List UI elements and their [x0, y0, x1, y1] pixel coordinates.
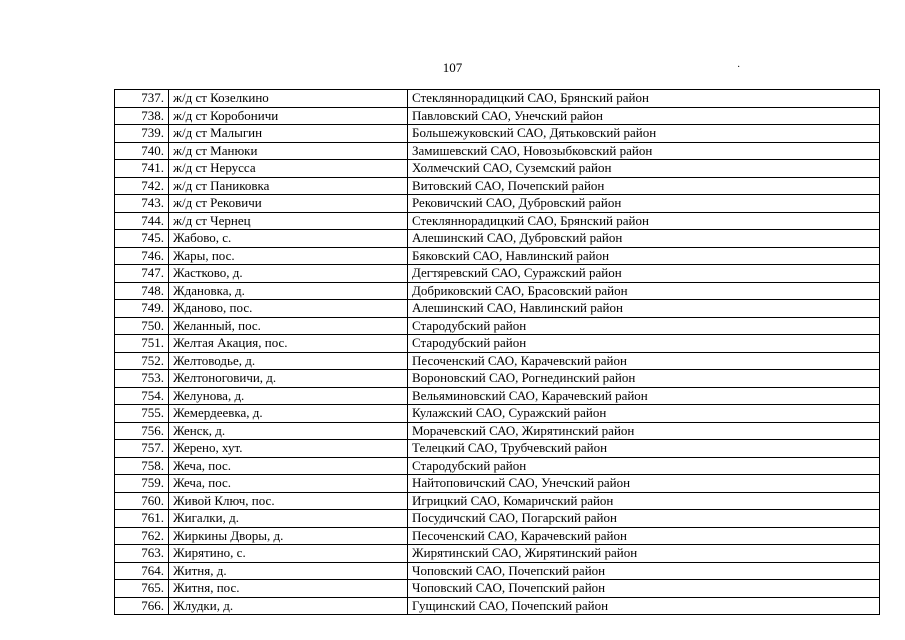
table-row	[115, 510, 880, 528]
settlement-name: Живой Ключ, пос.	[169, 492, 408, 510]
row-number: 764.	[115, 562, 169, 580]
settlement-area: Посудичский САО, Погарский район	[408, 510, 880, 528]
table-body	[115, 90, 880, 615]
row-number: 751.	[115, 335, 169, 353]
row-number: 758.	[115, 457, 169, 475]
row-number: 752.	[115, 352, 169, 370]
settlement-name: Жары, пос.	[169, 247, 408, 265]
settlement-name: Жерено, хут.	[169, 440, 408, 458]
settlement-area: Дегтяревский САО, Суражский район	[408, 265, 880, 283]
settlement-name: Жирятино, с.	[169, 545, 408, 563]
table-row	[115, 352, 880, 370]
settlement-name: Желанный, пос.	[169, 317, 408, 335]
settlement-area: Стародубский район	[408, 457, 880, 475]
settlement-name: ж/д ст Козелкино	[169, 90, 408, 108]
table-row	[115, 475, 880, 493]
settlement-name: ж/д ст Паниковка	[169, 177, 408, 195]
row-number: 754.	[115, 387, 169, 405]
table-row	[115, 457, 880, 475]
row-number: 743.	[115, 195, 169, 213]
table-row	[115, 177, 880, 195]
row-number: 753.	[115, 370, 169, 388]
settlement-area: Холмечский САО, Суземский район	[408, 160, 880, 178]
row-number: 746.	[115, 247, 169, 265]
row-number: 749.	[115, 300, 169, 318]
row-number: 744.	[115, 212, 169, 230]
settlement-area: Найтоповичский САО, Унечский район	[408, 475, 880, 493]
table-row	[115, 230, 880, 248]
settlement-name: Желтая Акация, пос.	[169, 335, 408, 353]
settlement-name: Желтоводье, д.	[169, 352, 408, 370]
row-number: 739.	[115, 125, 169, 143]
settlement-area: Морачевский САО, Жирятинский район	[408, 422, 880, 440]
table-row	[115, 597, 880, 615]
table-row	[115, 90, 880, 108]
settlement-area: Алешинский САО, Навлинский район	[408, 300, 880, 318]
row-number: 750.	[115, 317, 169, 335]
table-row	[115, 247, 880, 265]
row-number: 747.	[115, 265, 169, 283]
settlement-name: Жеча, пос.	[169, 457, 408, 475]
settlement-area: Стекляннорадицкий САО, Брянский район	[408, 90, 880, 108]
table-row	[115, 335, 880, 353]
settlement-area: Вельяминовский САО, Карачевский район	[408, 387, 880, 405]
row-number: 757.	[115, 440, 169, 458]
settlement-name: Жиркины Дворы, д.	[169, 527, 408, 545]
row-number: 742.	[115, 177, 169, 195]
settlement-area: Стекляннорадицкий САО, Брянский район	[408, 212, 880, 230]
row-number: 745.	[115, 230, 169, 248]
settlement-name: ж/д ст Коробоничи	[169, 107, 408, 125]
settlement-name: Жеча, пос.	[169, 475, 408, 493]
settlement-area: Алешинский САО, Дубровский район	[408, 230, 880, 248]
settlement-area: Песоченский САО, Карачевский район	[408, 352, 880, 370]
settlement-area: Песоченский САО, Карачевский район	[408, 527, 880, 545]
settlement-name: Желтоноговичи, д.	[169, 370, 408, 388]
row-number: 738.	[115, 107, 169, 125]
table-row	[115, 492, 880, 510]
row-number: 762.	[115, 527, 169, 545]
settlement-name: Желунова, д.	[169, 387, 408, 405]
settlement-name: ж/д ст Малыгин	[169, 125, 408, 143]
table-row	[115, 317, 880, 335]
table-row	[115, 580, 880, 598]
row-number: 761.	[115, 510, 169, 528]
settlement-name: Жданово, пос.	[169, 300, 408, 318]
row-number: 766.	[115, 597, 169, 615]
table-row	[115, 282, 880, 300]
settlement-area: Замишевский САО, Новозыбковский район	[408, 142, 880, 160]
settlement-area: Чоповский САО, Почепский район	[408, 562, 880, 580]
table-row	[115, 212, 880, 230]
row-number: 748.	[115, 282, 169, 300]
settlement-area: Стародубский район	[408, 335, 880, 353]
table-row	[115, 527, 880, 545]
settlement-area: Павловский САО, Унечский район	[408, 107, 880, 125]
settlement-name: Жастково, д.	[169, 265, 408, 283]
corner-mark: ·	[737, 62, 741, 73]
table-row	[115, 142, 880, 160]
settlement-area: Большежуковский САО, Дятьковский район	[408, 125, 880, 143]
settlement-area: Добриковский САО, Брасовский район	[408, 282, 880, 300]
row-number: 760.	[115, 492, 169, 510]
settlement-name: Житня, пос.	[169, 580, 408, 598]
settlement-area: Бяковский САО, Навлинский район	[408, 247, 880, 265]
settlement-name: ж/д ст Нерусса	[169, 160, 408, 178]
row-number: 763.	[115, 545, 169, 563]
settlement-name: Жемердеевка, д.	[169, 405, 408, 423]
settlement-area: Витовский САО, Почепский район	[408, 177, 880, 195]
settlement-area: Гущинский САО, Почепский район	[408, 597, 880, 615]
settlement-area: Чоповский САО, Почепский район	[408, 580, 880, 598]
table-row	[115, 545, 880, 563]
settlement-name: ж/д ст Чернец	[169, 212, 408, 230]
table-row	[115, 405, 880, 423]
settlement-area: Вороновский САО, Рогнединский район	[408, 370, 880, 388]
settlement-area: Стародубский район	[408, 317, 880, 335]
table-row	[115, 125, 880, 143]
table-row	[115, 195, 880, 213]
row-number: 756.	[115, 422, 169, 440]
settlement-name: ж/д ст Рековичи	[169, 195, 408, 213]
settlement-name: Жлудки, д.	[169, 597, 408, 615]
settlements-table	[114, 89, 880, 615]
table-row	[115, 440, 880, 458]
settlement-name: Женск, д.	[169, 422, 408, 440]
settlement-name: Житня, д.	[169, 562, 408, 580]
table-row	[115, 370, 880, 388]
row-number: 737.	[115, 90, 169, 108]
row-number: 741.	[115, 160, 169, 178]
table-row	[115, 562, 880, 580]
table-row	[115, 387, 880, 405]
row-number: 765.	[115, 580, 169, 598]
table-row	[115, 265, 880, 283]
table-row	[115, 422, 880, 440]
table-row	[115, 107, 880, 125]
settlement-area: Игрицкий САО, Комаричский район	[408, 492, 880, 510]
settlement-name: Жабово, с.	[169, 230, 408, 248]
table-row	[115, 160, 880, 178]
table-row	[115, 300, 880, 318]
row-number: 759.	[115, 475, 169, 493]
page-number: 107	[442, 60, 463, 75]
settlement-area: Кулажский САО, Суражский район	[408, 405, 880, 423]
row-number: 755.	[115, 405, 169, 423]
row-number: 740.	[115, 142, 169, 160]
settlement-area: Телецкий САО, Трубчевский район	[408, 440, 880, 458]
settlement-name: Жигалки, д.	[169, 510, 408, 528]
settlement-name: ж/д ст Манюки	[169, 142, 408, 160]
settlement-name: Ждановка, д.	[169, 282, 408, 300]
settlement-area: Рековичский САО, Дубровский район	[408, 195, 880, 213]
settlement-area: Жирятинский САО, Жирятинский район	[408, 545, 880, 563]
